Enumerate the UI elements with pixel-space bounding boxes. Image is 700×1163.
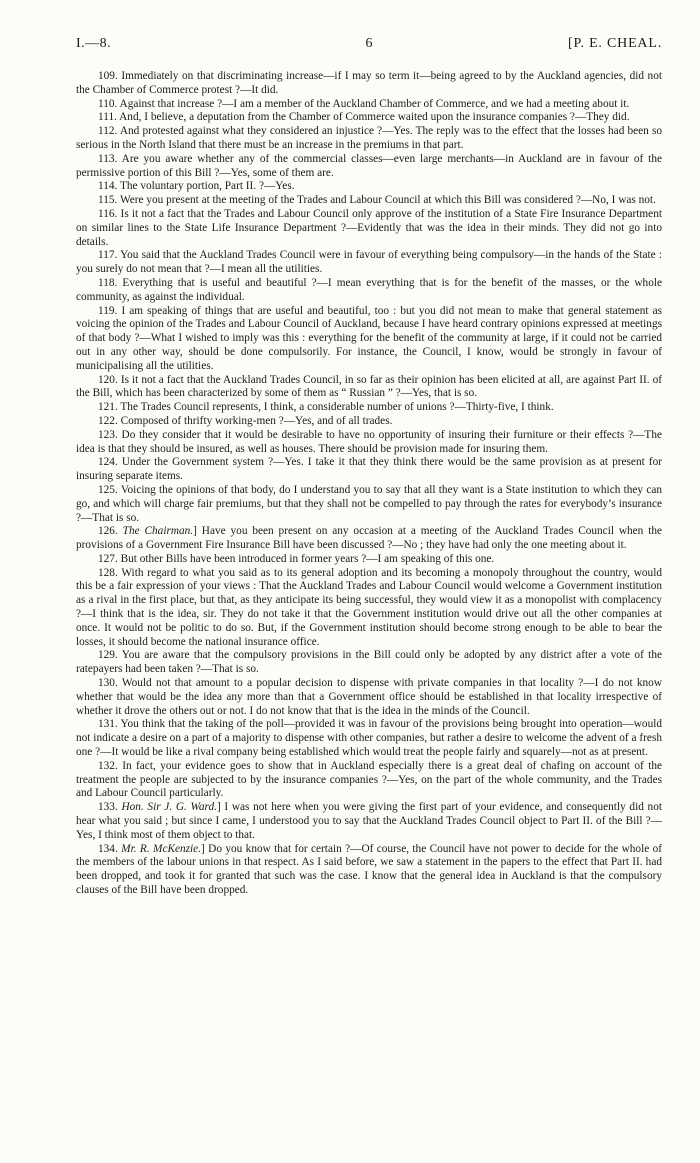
evidence-paragraph <box>76 208 662 249</box>
question-answer-text: In fact, your evidence goes to show that in Auckland especially there is a great deal of chafing on account of the treatment the people are subjected to by the insurance companies ?—Yes, on the part of the whole community, and the Trades and Labour Council particularly. <box>76 759 662 800</box>
evidence-paragraph <box>76 374 662 402</box>
question-number: 122. <box>98 414 118 427</box>
question-number: 127. <box>98 552 118 565</box>
question-number: 124. <box>98 456 118 469</box>
witness-name: [P. E. CHEAL. <box>567 36 662 51</box>
evidence-paragraph <box>76 525 662 553</box>
question-answer-text: The voluntary portion, Part II. ?—Yes. <box>117 180 295 193</box>
question-number: 121. <box>98 401 118 414</box>
question-number: 130. <box>98 677 118 690</box>
evidence-paragraph <box>76 843 662 898</box>
evidence-paragraph <box>76 484 662 525</box>
question-number: 125. <box>98 483 118 496</box>
question-answer-text: Are you aware whether any of the commercial classes—even large merchants—in Auckland are in favour of the permissive portion of this Bill ?—Yes, some of them are. <box>76 152 662 179</box>
question-number: 112. <box>98 125 118 138</box>
question-number: 113. <box>98 152 118 165</box>
evidence-paragraph <box>76 125 662 153</box>
evidence-paragraph <box>76 98 662 112</box>
evidence-paragraph <box>76 194 662 208</box>
question-answer-text: Were you present at the meeting of the Trades and Labour Council at which this Bill was considered ?—No, I was not. <box>117 194 656 207</box>
evidence-paragraph <box>76 180 662 194</box>
evidence-paragraph <box>76 456 662 484</box>
evidence-paragraph <box>76 305 662 374</box>
question-answer-text: Do they consider that it would be desirable to have no opportunity of insuring their furniture or their effects ?—The idea is that they should be insured, as well as houses. There should be provision made for insuring them. <box>76 428 662 455</box>
question-answer-text: Immediately on that discriminating increase—if I may so term it—being agreed to by the Auckland agencies, did not the Chamber of Commerce protest ?—It did. <box>76 70 662 96</box>
question-answer-text: But other Bills have been introduced in former years ?—I am speaking of this one. <box>117 552 495 565</box>
question-number: 134. <box>98 842 118 855</box>
question-number: 132. <box>98 759 118 772</box>
question-number: 117. <box>98 249 118 262</box>
evidence-paragraph <box>76 649 662 677</box>
question-number: 118. <box>98 276 118 289</box>
page-header <box>76 36 662 56</box>
question-answer-text: And protested against what they considered an injustice ?—Yes. The reply was to the effect that the losses had been so serious in the North Island that there must be an increase in the premiums in that part. <box>76 125 662 151</box>
question-answer-text: The Trades Council represents, I think, a considerable number of unions ?—Thirty-five, I think. <box>117 401 554 414</box>
question-answer-text: Everything that is useful and beautiful ?—I mean everything that is for the benefit of the masses, or the whole community, as against the individual. <box>76 276 662 303</box>
question-answer-text: I am speaking of things that are useful and beautiful, too : but you did not mean to make that general statement as voicing the opinion of the Trades and Labour Council of Auckland, because I have heard contrary opinions expressed at meetings of that body ?—What I wished to imply was this : everything for the benefit of the community at large, if it could not be carried out in any other way, should be done compulsorily. For instance, the Council, I know, would be strongly in favour of municipalising all the utilities. <box>76 304 662 372</box>
question-number: 133. <box>98 801 118 814</box>
evidence-paragraph <box>76 70 662 98</box>
evidence-paragraph <box>76 718 662 759</box>
evidence-paragraph <box>76 760 662 801</box>
question-number: 111. <box>98 111 117 124</box>
evidence-paragraph <box>76 801 662 842</box>
speaker-name: Mr. R. McKenzie. <box>121 842 202 855</box>
question-number: 123. <box>98 428 118 441</box>
evidence-paragraph <box>76 677 662 718</box>
question-answer-text: You are aware that the compulsory provisions in the Bill could only be adopted by any district after a vote of the ratepayers had been taken ?—That is so. <box>76 649 662 676</box>
evidence-text <box>76 70 662 898</box>
evidence-paragraph <box>76 277 662 305</box>
evidence-paragraph <box>76 553 662 567</box>
question-answer-text: ] I was not here when you were giving the first part of your evidence, and consequently did not hear what you said ; but since I came, I understood you to say that the Auckland Trades Council object to Part II. of the Bill ?—Yes, I think most of them object to that. <box>76 801 662 841</box>
question-answer-text: ] Have you been present on any occasion at a meeting of the Auckland Trades Council when the provisions of a Government Fire Insurance Bill have been discussed ?—No ; they have had only the one meeting about it. <box>76 525 663 552</box>
question-answer-text: Is it not a fact that the Trades and Labour Council only approve of the institution of a State Fire Insurance Department on similar lines to the State Life Insurance Department ?—Evidently that was the idea in their minds. They did not go into details. <box>76 207 662 248</box>
question-answer-text: Under the Government system ?—Yes. I take it that they think there would be the same provision as at present for insuring separate items. <box>76 456 662 483</box>
question-number: 126. <box>98 525 118 538</box>
question-answer-text: With regard to what you said as to its general adoption and its becoming a monopoly throughout the country, would this be a fair expression of your views : That the Auckland Trades and Labour Council would welcome a Government institution as a rival in the first place, but that, as they anticipate its being successful, they would view it as a monopolist with complacency ?—I think that is the idea, sir. They do not take it that the Government institution would drive out all the other companies at once. It would not be politic to do so. But, if the Government institution should become strong enough to be able to bear the losses, it should become the national insurance office. <box>76 566 662 648</box>
evidence-paragraph <box>76 415 662 429</box>
question-number: 131. <box>98 718 118 731</box>
evidence-paragraph <box>76 401 662 415</box>
question-answer-text: Is it not a fact that the Auckland Trades Council, in so far as their opinion has been elicited at all, are against Part II. of the Bill, which has been characterized by some of them as “ Russian ” ?—Yes, that is so. <box>76 373 662 400</box>
evidence-paragraph <box>76 429 662 457</box>
evidence-paragraph <box>76 567 662 650</box>
question-answer-text: You said that the Auckland Trades Council were in favour of everything being compulsory—in the hands of the State : you surely do not mean that ?—I mean all the utilities. <box>76 249 662 276</box>
question-answer-text: Against that increase ?—I am a member of the Auckland Chamber of Commerce, and we had a meeting about it. <box>117 97 630 110</box>
speaker-name: The Chairman. <box>122 525 194 538</box>
question-number: 116. <box>98 207 118 220</box>
question-answer-text: And, I believe, a deputation from the Chamber of Commerce waited upon the insurance companies ?—They did. <box>116 111 630 124</box>
speaker-name: Hon. Sir J. G. Ward. <box>121 801 217 814</box>
question-answer-text: Voicing the opinions of that body, do I understand you to say that all they want is a State institution to which they can go, and which will charge fair premiums, but that they shall not be compelled to pay through the rates for everybody’s insurance ?—That is so. <box>76 483 662 524</box>
question-answer-text: You think that the taking of the poll—provided it was in favour of the provisions being brought into operation—would not indicate a desire on a part of a majority to dispense with other companies, but rather a desire to welcome the advent of a fresh one ?—It would be like a rival company being established which would treat the people fairly and squarely—not as at present. <box>76 718 662 759</box>
page-number: 6 <box>365 36 373 51</box>
question-number: 129. <box>98 649 118 662</box>
evidence-paragraph <box>76 249 662 277</box>
question-number: 128. <box>98 566 118 579</box>
question-number: 119. <box>98 304 118 317</box>
question-number: 109. <box>98 70 118 82</box>
question-answer-text: Composed of thrifty working-men ?—Yes, and of all trades. <box>117 414 393 427</box>
paper-reference: I.—8. <box>76 36 112 51</box>
question-number: 114. <box>98 180 118 193</box>
question-number: 120. <box>98 373 118 386</box>
question-answer-text: ] Do you know that for certain ?—Of course, the Council have not power to decide for the whole of the members of the labour unions in that respect. As I said before, we saw a statement in the papers to the effect that Part II. had been dropped, and took it for granted that such was the case. I know that the general idea in Auckland is that the compulsory clauses of the Bill have been dropped. <box>76 842 663 897</box>
evidence-paragraph <box>76 111 662 125</box>
question-number: 115. <box>98 194 118 207</box>
evidence-paragraph <box>76 153 662 181</box>
question-answer-text: Would not that amount to a popular decision to dispense with private companies in that locality ?—I do not know whether that would be the idea any more than that a Government office should be established in that locality irrespective of whether it drove the others out or not. I do not know that that is the idea in the minds of the Council. <box>76 677 662 717</box>
question-number: 110. <box>98 97 118 110</box>
